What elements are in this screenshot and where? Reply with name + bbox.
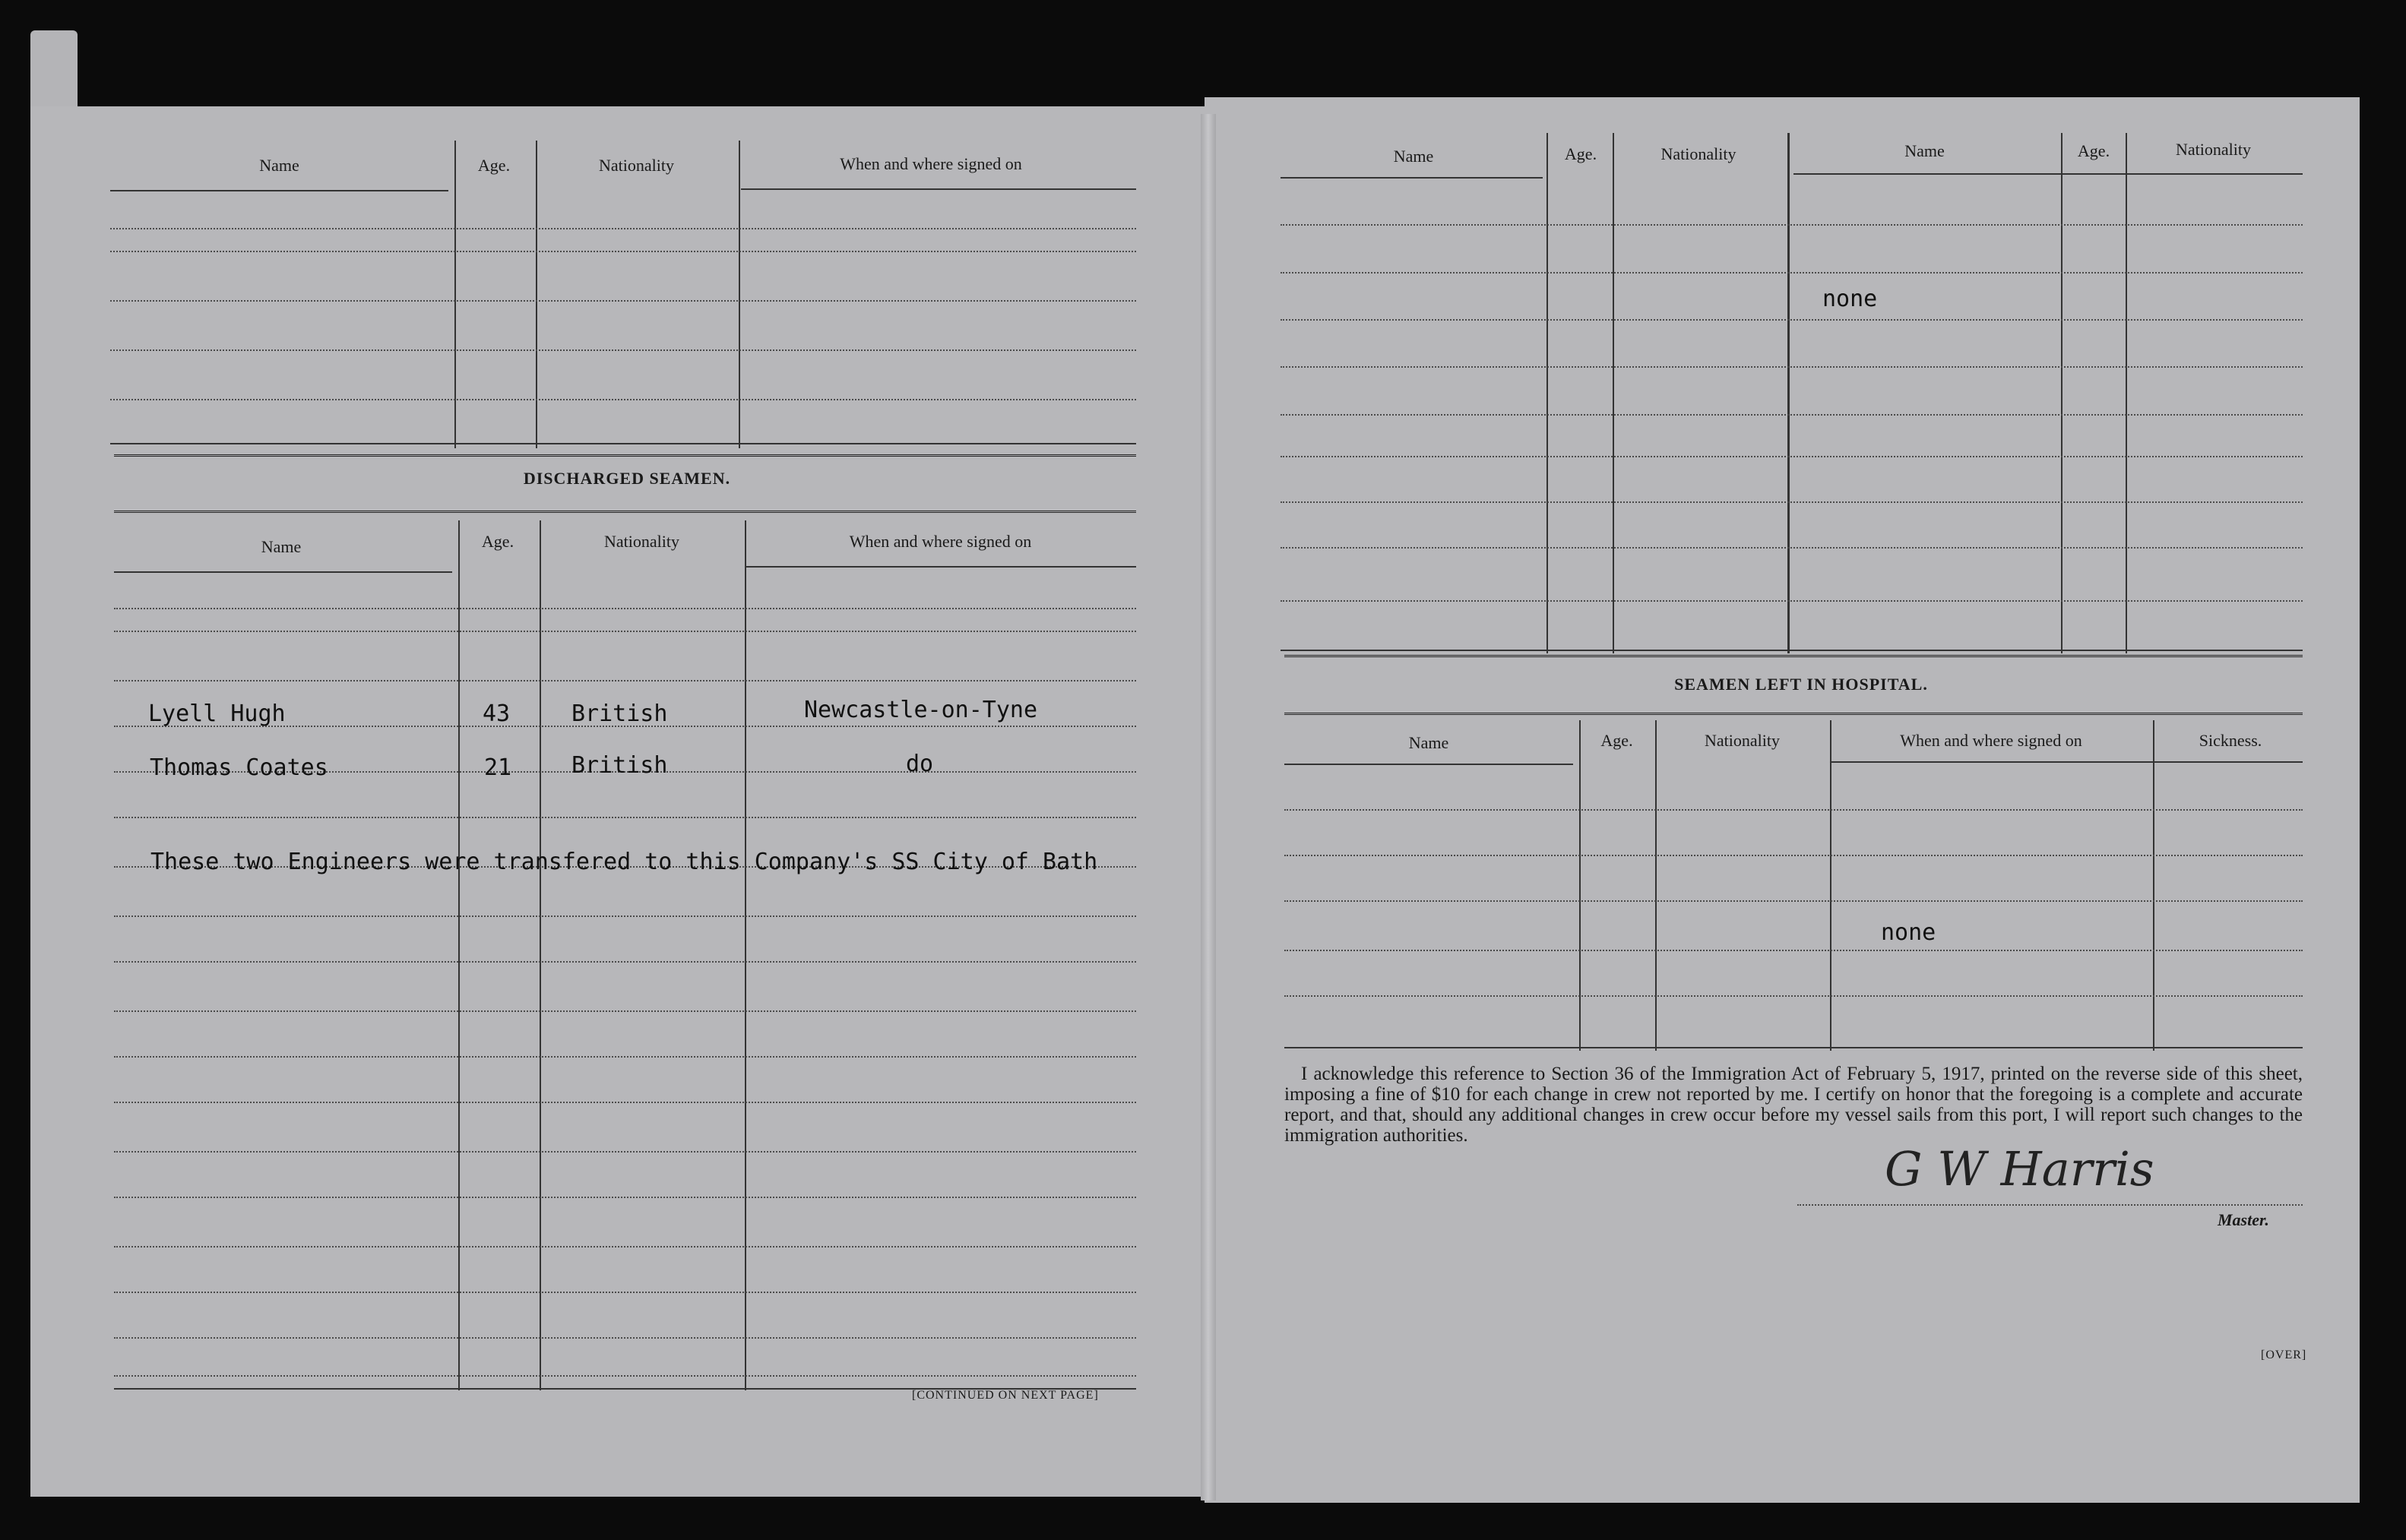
row-line [110, 349, 1136, 351]
column-divider [1830, 720, 1831, 1051]
header-underline [1793, 173, 2303, 175]
row-line [1284, 809, 2303, 811]
right-page [1205, 97, 2360, 1503]
row-line [1281, 366, 2303, 368]
col-header-signed-on: When and where signed on [849, 532, 1032, 551]
seaman-nationality: British [571, 752, 668, 779]
column-divider [1655, 720, 1657, 1051]
column-divider [1579, 720, 1581, 1051]
col-header-name: Name [1408, 733, 1449, 752]
col-header-name: Name [1393, 147, 1434, 166]
row-line [1281, 414, 2303, 416]
column-divider [536, 141, 537, 448]
col-header-age: Age. [481, 532, 514, 551]
row-line [114, 631, 1136, 632]
acknowledgement-text: I acknowledge this reference to Section 36 of the Immigration Act of February 5, 1917, printed on the reverse side of this sheet, imposing a fine of $10 for each change in crew not reported by me. I certify on honor that the foregoing is a complete and accurate report, and that, should any additional changes in crew occur before my vessel sails from this port, I will report such changes to the immigration authorities. [1284, 1064, 2303, 1146]
col-header-nationality: Nationality [2176, 140, 2251, 159]
table-bottom-rule [1281, 650, 2303, 651]
row-line [114, 915, 1136, 917]
seaman-nationality: British [571, 700, 668, 727]
seaman-name: Lyell Hugh [148, 700, 286, 727]
section-rule [1284, 713, 2303, 715]
row-line [114, 1246, 1136, 1247]
header-underline [745, 566, 1136, 568]
row-line [114, 680, 1136, 681]
section-rule [1284, 655, 2303, 657]
row-line [114, 1056, 1136, 1058]
seaman-signed-on: do [906, 751, 934, 777]
col-header-age: Age. [1564, 144, 1597, 163]
row-line [114, 1010, 1136, 1012]
col-header-nationality: Nationality [604, 532, 679, 551]
col-header-name: Name [1904, 141, 1945, 160]
row-line [114, 961, 1136, 963]
seaman-signed-on: Newcastle-on-Tyne [804, 697, 1038, 723]
col-header-age: Age. [1600, 731, 1633, 750]
row-line [114, 608, 1136, 609]
column-divider [458, 520, 460, 1390]
col-header-signed-on: When and where signed on [1900, 731, 2082, 750]
header-underline [114, 571, 452, 573]
section-title-hospital: SEAMEN LEFT IN HOSPITAL. [1674, 675, 1928, 694]
column-divider [1613, 133, 1614, 653]
header-underline [1284, 764, 1573, 765]
column-divider [540, 520, 541, 1390]
row-line [110, 228, 1136, 229]
row-line [1284, 950, 2303, 951]
row-line [114, 1292, 1136, 1293]
column-divider [745, 520, 746, 1390]
table-bottom-rule [1284, 1047, 2303, 1048]
left-page [30, 106, 1205, 1497]
seaman-name: Thomas Coates [150, 754, 328, 781]
row-line [1281, 547, 2303, 549]
column-divider [1546, 133, 1548, 653]
row-line [1281, 456, 2303, 457]
col-header-age: Age. [477, 156, 511, 175]
header-underline [110, 190, 448, 191]
over-footer: [OVER] [2261, 1349, 2307, 1361]
column-divider [454, 141, 456, 448]
page-tab [30, 30, 78, 114]
table-bottom-rule [110, 443, 1136, 444]
row-line [1281, 501, 2303, 503]
row-line [114, 1197, 1136, 1198]
page-fold [1201, 114, 1216, 1500]
master-label: Master. [2218, 1210, 2269, 1229]
row-line [114, 817, 1136, 818]
header-underline [741, 188, 1136, 190]
none-entry: none [1822, 286, 1878, 312]
row-line [114, 1375, 1136, 1377]
row-line [114, 1151, 1136, 1153]
column-divider [2126, 133, 2127, 653]
row-line [1281, 272, 2303, 274]
col-header-age: Age. [2077, 141, 2110, 160]
none-entry: none [1881, 919, 1936, 946]
col-header-nationality: Nationality [1660, 144, 1736, 163]
row-line [1284, 855, 2303, 856]
row-line [1284, 995, 2303, 997]
signature-line [1797, 1204, 2303, 1206]
master-signature: G W Harris [1885, 1141, 2154, 1197]
seaman-age: 43 [483, 700, 511, 727]
header-underline [1831, 761, 2303, 763]
continued-footer: [CONTINUED ON NEXT PAGE] [912, 1389, 1099, 1402]
column-divider [2061, 133, 2063, 653]
row-line [114, 1337, 1136, 1339]
col-header-sickness: Sickness. [2199, 731, 2262, 750]
column-divider [2153, 720, 2154, 1051]
header-underline [1281, 177, 1543, 179]
col-header-name: Name [259, 156, 299, 175]
col-header-name: Name [261, 537, 302, 556]
row-line [1281, 319, 2303, 321]
row-line [110, 251, 1136, 252]
col-header-nationality: Nationality [1705, 731, 1780, 750]
col-header-signed-on: When and where signed on [840, 154, 1022, 173]
row-line [1281, 600, 2303, 602]
row-line [114, 1102, 1136, 1103]
section-title-discharged: DISCHARGED SEAMEN. [523, 469, 731, 488]
column-divider [1787, 133, 1790, 653]
row-line [1281, 224, 2303, 226]
seaman-age: 21 [484, 754, 512, 781]
section-rule [114, 454, 1136, 457]
row-line [110, 300, 1136, 302]
transfer-note: These two Engineers were transfered to this Company's SS City of Bath [150, 849, 1098, 875]
col-header-nationality: Nationality [599, 156, 674, 175]
row-line [1284, 900, 2303, 902]
section-rule [114, 511, 1136, 513]
column-divider [739, 141, 740, 448]
row-line [110, 399, 1136, 400]
